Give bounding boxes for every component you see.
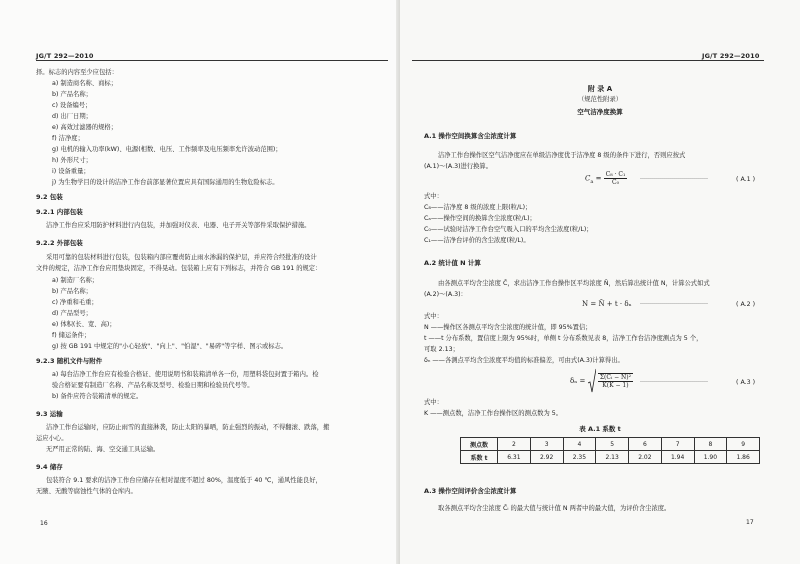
paragraph: 取各测点平均含尘浓度 C̄ᵢ 的最大值与统计值 N 两者中的最大值，为评价含尘浓度。 xyxy=(438,505,671,512)
where-label: 式中： xyxy=(424,313,443,320)
definition: t ——t 分布系数，置信度上限为 95%时，单侧 t 分布系数见表 8，洁净工作台洁净度测点为 5 个， xyxy=(424,335,703,342)
pack-item: e) 体积(长、宽、高)； xyxy=(52,321,116,328)
equation-label: ( A.2 ) xyxy=(736,301,756,308)
table-cell: 1.94 xyxy=(661,451,694,464)
label-item: j) 为生物学目的设计的洁净工作台前部显著位置应具有国际通用的生物危险标志。 xyxy=(52,179,279,186)
section-title: 9.4 储存 xyxy=(36,463,63,471)
equation-a2: N = N̄ + t · δₙ xyxy=(582,300,632,308)
label-item: i) 设备重量； xyxy=(52,168,90,175)
table-row xyxy=(461,438,760,451)
label-item: g) 电机的输入功率(kW)、电源(相数、电压、工作频率及电压频率允许波动范围)； xyxy=(52,146,282,153)
coefficient-table xyxy=(460,437,760,464)
paragraph: 洁净工作台应采用防护材料进行内包装，并加强对仪表、电器、电子开关等部件采取保护措施。 xyxy=(46,222,311,229)
label-item: a) 制造商名称、商标； xyxy=(52,80,117,87)
paragraph: 无严用正常的陆、海、空交通工具运输。 xyxy=(46,446,160,453)
table-cell: 7 xyxy=(661,438,694,451)
section-title: 9.2.3 随机文件与附件 xyxy=(36,357,103,365)
definition: 可取 2.13； xyxy=(424,346,459,353)
paragraph: 采用可靠的包装材料进行包装，包装箱内部应覆责防止雨水渗漏的保护层，并应符合经批准的设计 xyxy=(46,254,317,261)
equation-a3: δₙ = $\frac{\text{Σ(C̄ᵢ − N̄)²}}{K(K - 1)}$ xyxy=(570,368,633,394)
equation-label: ( A.3 ) xyxy=(736,379,756,386)
label-item: f) 洁净度； xyxy=(52,135,84,142)
table-cell: 6 xyxy=(629,438,662,451)
pack-item: a) 制造厂名称； xyxy=(52,277,99,284)
table-cell: 6.31 xyxy=(498,451,531,464)
appendix-kind: （规范性附录） xyxy=(577,96,623,103)
pack-item: d) 产品型号； xyxy=(52,310,92,317)
paragraph: 洁净工作台操作区空气洁净度应在单级洁净度优于洁净度 8 级的条件下进行，否则应按式 xyxy=(438,152,686,159)
table-cell: 2.13 xyxy=(596,451,629,464)
pack-item: c) 净重和毛重； xyxy=(52,299,98,306)
definition: C₀——试验时洁净工作台空气吸入口的平均含尘浓度(粒/L)； xyxy=(424,226,593,233)
table-header-cell: 系数 t xyxy=(461,451,498,464)
definition: C₈——洁净度 8 级的浓度上限(粒/L)； xyxy=(424,204,532,211)
right-header-rule xyxy=(412,60,764,61)
sqrt-sign-icon xyxy=(588,368,596,394)
definition: C₁——洁净台评价的含尘浓度(粒/L)。 xyxy=(424,237,530,244)
table-cell: 8 xyxy=(694,438,727,451)
appendix-title: 附 录 A xyxy=(587,85,613,93)
table-cell: 4 xyxy=(563,438,596,451)
right-page: JG/T 292—2010 附 录 A （规范性附录） 空气洁净度换算 A.1 操作空间换算含尘浓度计算 洁净工作台操作区空气洁净度应在单级洁净度优于洁净度 8 级的条件下进行，否则应按式 (A.1)～(A.3)进行换算。 $C_a$ = $\frac{\text{C₈ · C₁}}{\text{C₀}}$ ·································· ( A.1 ) 式中： C₈——洁净度 8 级的浓度上限(粒/L)； Cₐ——操作空间的换算含尘浓度(粒/L)； C₀——试验时洁净工作台空气吸入口的平均含尘浓度(粒/L)； C₁——洁净台评价的含尘浓度(粒/L)。 A.2 统计值 N 计算 由各测点平均含尘浓度 C̄，求出洁净工作台操作区平均浓度 N̄，然后算出统计值 N，计算公式如式 (A.2)～(A.3)： N = N̄ + t · δₙ ·································· ( A.2 ) 式中： N ——操作区各测点平均含尘浓度的统计值，即 95%置信； t ——t 分布系数，置信度上限为 95%时，单侧 t 分布系数见表 8，洁净工作台洁净度测点为 5 个， 可取 2.13； δₙ ——各测点平均含尘浓度平均值的标准偏差，可由式(A.3)计算得出。 δₙ = $\frac{\text{Σ(C̄ᵢ − N̄)²}}{K(K - 1)}$ ·································· ( A.3 ) 式中： K ——测点数，洁净工作台操作区的测点数为 5。 表 A.1 系数 t 测点数 2 3 4 5 6 7 8 9 系数 t 6.31 2.92 2.35 2.13 2.02 1.94 1.90 1.86 A.3 操作空间评价含尘浓度计算 取各测点平均含尘浓度 C̄ᵢ 的最大值与统计值 N 两者中的最大值，为评价含尘浓度。 17 xyxy=(400,0,800,564)
table-cell: 2.92 xyxy=(530,451,563,464)
pack-item: f) 储运条件； xyxy=(52,332,91,339)
section-title: A.1 操作空间换算含尘浓度计算 xyxy=(424,132,517,140)
table-cell: 9 xyxy=(727,438,760,451)
pack-item: g) 按 GB 191 中规定的"小心轻放"、"向上"、"怕湿"、"易碎"等字样、图示或标志。 xyxy=(52,343,288,350)
doc-item: b) 备件应符合装箱清单的规定。 xyxy=(52,393,143,400)
where-label: 式中： xyxy=(424,193,443,200)
doc-item: a) 每台洁净工作台应有检验合格证、使用说明书和装箱清单各一份，用塑料袋包封置于箱内。检 xyxy=(52,371,319,378)
definition: Cₐ——操作空间的换算含尘浓度(粒/L)； xyxy=(424,215,536,222)
page-number: 17 xyxy=(746,519,754,526)
section-title: 9.2.2 外部包装 xyxy=(36,239,83,247)
paragraph: 无腋、无酸等腐蚀性气体的仓库内。 xyxy=(36,488,137,495)
paragraph: 洁净工作台运输时，应防止雨雪的直接淋袭，防止太阳的暴晒，防止强烈的振动，不得翻滚、跌落，搬 xyxy=(46,424,330,431)
table-cell: 2.02 xyxy=(629,451,662,464)
table-cell: 2 xyxy=(498,438,531,451)
equation-a1: $C_a$ = $\frac{\text{C₈ · C₁}}{\text{C₀}}$ xyxy=(585,171,626,186)
section-title: A.3 操作空间评价含尘浓度计算 xyxy=(424,487,517,495)
label-item: h) 外形尺寸； xyxy=(52,157,92,164)
doc-item: 验合格证要有制造厂名称、产品名称及型号、检验日期和检验员代号等。 xyxy=(52,382,254,389)
label-item: e) 高效过滤器的规格； xyxy=(52,124,118,131)
label-item: d) 出厂日期； xyxy=(52,113,92,120)
definition: δₙ ——各测点平均含尘浓度平均值的标准偏差，可由式(A.3)计算得出。 xyxy=(424,357,624,364)
section-title: 9.2.1 内部包装 xyxy=(36,208,83,216)
label-intro: 择。标志的内容至少应包括： xyxy=(36,69,118,76)
paragraph: 运应小心。 xyxy=(36,435,68,442)
definition: N ——操作区各测点平均含尘浓度的统计值，即 95%置信； xyxy=(424,324,592,331)
section-title: 9.3 运输 xyxy=(36,410,63,418)
section-title: 9.2 包装 xyxy=(36,193,63,201)
table-row xyxy=(461,451,760,464)
paragraph: 文件的规定，洁净工作台应用垫块固定，不得晃动。包装箱上应有下列标志，并符合 GB 191 的规定： xyxy=(36,265,322,272)
table-cell: 1.90 xyxy=(694,451,727,464)
table-cell: 5 xyxy=(596,438,629,451)
paragraph: 包装符合 9.1 要求的洁净工作台应储存在相对湿度不超过 80%，温度低于 40 ℃，通风性能良好， xyxy=(46,477,322,484)
equation-label: ( A.1 ) xyxy=(736,176,756,183)
label-item: c) 设备编号； xyxy=(52,102,92,109)
table-cell: 2.35 xyxy=(563,451,596,464)
section-title: A.2 统计值 N 计算 xyxy=(424,259,481,267)
table-title: 表 A.1 系数 t xyxy=(579,425,621,433)
right-header: JG/T 292—2010 xyxy=(702,52,760,60)
pack-item: b) 产品名称； xyxy=(52,288,92,295)
appendix-subject: 空气洁净度换算 xyxy=(577,108,623,116)
table-cell: 3 xyxy=(530,438,563,451)
paragraph: 由各测点平均含尘浓度 C̄，求出洁净工作台操作区平均浓度 N̄，然后算出统计值 N，计算公式如式 xyxy=(438,280,710,287)
where-label: 式中： xyxy=(424,399,443,406)
table-header-cell: 测点数 xyxy=(461,438,498,451)
definition: K ——测点数，洁净工作台操作区的测点数为 5。 xyxy=(424,410,563,417)
paragraph: (A.2)～(A.3)： xyxy=(424,291,467,298)
left-header: JG/T 292—2010 xyxy=(36,52,94,60)
paragraph: (A.1)～(A.3)进行换算。 xyxy=(424,163,493,170)
table-cell: 1.86 xyxy=(727,451,760,464)
label-item: b) 产品名称； xyxy=(52,91,92,98)
left-header-rule xyxy=(36,60,388,61)
page-number: 16 xyxy=(40,520,48,527)
